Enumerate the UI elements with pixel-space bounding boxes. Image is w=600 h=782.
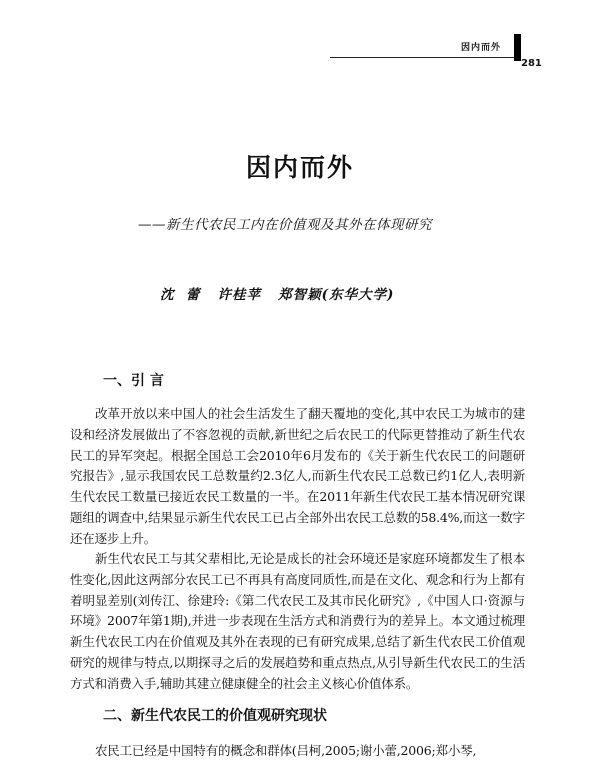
section-heading-introduction: 一、引 言 (103, 373, 164, 389)
article-title: 因内而外 (245, 153, 354, 182)
running-head-title: 因内而外 (461, 43, 502, 53)
page-number: 281 (521, 58, 542, 69)
article-subtitle: ——新生代农民工内在价值观及其外在体现研究 (138, 217, 432, 233)
body-paragraph: 农民工已经是中国特有的概念和群体(吕柯,2005;谢小蕾,2006;郑小琴, (95, 743, 477, 758)
body-paragraph: 新生代农民工与其父辈相比,无论是成长的社会环境还是家庭环境都发生了根本性变化,因此这两部分农民工已不再具有高度同质性,而是在文化、观念和行为上都有着明显差别(刘传江、徐建玲:《第二代农民工及其市民化研究》,《中国人口·资源与环境》2007年第1期),并进一步表现在生活方式和消费行为的差异上。本文通过梳理新生代农民工内在价值观及其外在表现的已有研究成果,总结了新生代农民工价值观研究的规律与特点,以期探寻之后的发展趋势和重点热点,从引导新生代农民工的生活方式和消费入手,辅助其建立健康健全的社会主义核心价值体系。 (70, 551, 525, 691)
body-paragraph: 改革开放以来中国人的社会生活发生了翻天覆地的变化,其中农民工为城市的建设和经济发展做出了不容忽视的贡献,新世纪之后农民工的代际更替推动了新生代农民工的异军突起。根据全国总工会2010年6月发布的《关于新生代农民工的问题研究报告》,显示我国农民工总数量约2.3亿人,而新生代农民工总数已约1亿人,表明新生代农民工数量已接近农民工数量的一半。在2011年新生代农民工基本情况研究课题组的调查中,结果显示新生代农民工已占全部外出农民工总数的58.4%,而这一数字还在逐步上升。 (70, 406, 525, 546)
header-rule (330, 57, 520, 58)
article-authors: 沈 蕾 许桂苹 郑智颖(东华大学) (160, 287, 395, 303)
header-thumb-bar (514, 34, 521, 61)
section-heading-research-status: 二、新生代农民工的价值观研究现状 (103, 708, 327, 724)
